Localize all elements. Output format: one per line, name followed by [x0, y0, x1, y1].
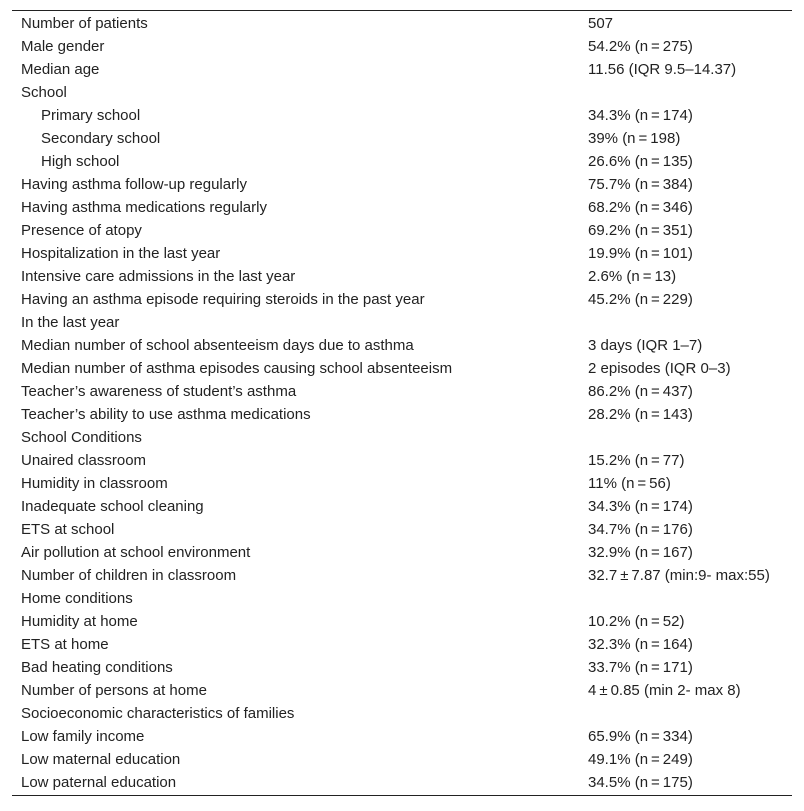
- row-label: Teacher’s ability to use asthma medications: [21, 406, 311, 423]
- row-value: 33.7% (n = 171): [588, 659, 693, 676]
- row-label: Number of children in classroom: [21, 567, 237, 584]
- row-label: ETS at home: [21, 636, 109, 653]
- row-label: High school: [41, 153, 120, 170]
- row-value: 3 days (IQR 1–7): [588, 337, 703, 354]
- table-row: [12, 633, 792, 656]
- row-value: 32.9% (n = 167): [588, 544, 693, 561]
- row-label: Socioeconomic characteristics of families: [21, 705, 295, 722]
- row-label: Number of patients: [21, 15, 148, 32]
- row-value: 39% (n = 198): [588, 130, 681, 147]
- row-value: 32.3% (n = 164): [588, 636, 693, 653]
- table-row: [12, 380, 792, 403]
- row-value: [588, 311, 792, 334]
- characteristics-table-grid: [12, 11, 792, 795]
- table-row: [12, 679, 792, 702]
- row-label: Humidity at home: [21, 613, 138, 630]
- row-value: 34.5% (n = 175): [588, 774, 693, 791]
- row-label: In the last year: [21, 314, 120, 331]
- row-label: School Conditions: [21, 429, 142, 446]
- row-value: 11% (n = 56): [588, 475, 671, 492]
- row-value: 507: [588, 15, 614, 32]
- table-row: [12, 403, 792, 426]
- table-row: [12, 35, 792, 58]
- row-label: Low maternal education: [21, 751, 181, 768]
- row-label: Low paternal education: [21, 774, 177, 791]
- table-row: [12, 288, 792, 311]
- table-row: [12, 449, 792, 472]
- table-row: [12, 518, 792, 541]
- row-value: [588, 702, 792, 725]
- row-value: 75.7% (n = 384): [588, 176, 693, 193]
- table-row: [12, 610, 792, 633]
- row-value: [588, 81, 792, 104]
- row-value: [588, 426, 792, 449]
- row-label: Hospitalization in the last year: [21, 245, 221, 262]
- table-row: [12, 771, 792, 795]
- row-value: [588, 587, 792, 610]
- row-value: 69.2% (n = 351): [588, 222, 693, 239]
- row-label: Humidity in classroom: [21, 475, 168, 492]
- table-row: [12, 81, 792, 104]
- row-value: 68.2% (n = 346): [588, 199, 693, 216]
- row-value: 34.3% (n = 174): [588, 107, 693, 124]
- table-row: [12, 357, 792, 380]
- row-value: 19.9% (n = 101): [588, 245, 693, 262]
- table-row: [12, 265, 792, 288]
- row-value: 2 episodes (IQR 0–3): [588, 360, 731, 377]
- table-row: [12, 725, 792, 748]
- row-label: Median number of school absenteeism days due to asthma: [21, 337, 414, 354]
- row-label: Home conditions: [21, 590, 133, 607]
- table-row: [12, 587, 792, 610]
- row-label: Teacher’s awareness of student’s asthma: [21, 383, 297, 400]
- row-label: Secondary school: [41, 130, 161, 147]
- row-label: Intensive care admissions in the last year: [21, 268, 296, 285]
- table-row: [12, 173, 792, 196]
- table-row: [12, 127, 792, 150]
- row-value: 11.56 (IQR 9.5–14.37): [588, 61, 737, 78]
- row-value: 34.7% (n = 176): [588, 521, 693, 538]
- row-label: School: [21, 84, 67, 101]
- row-label: Having asthma follow-up regularly: [21, 176, 247, 193]
- row-value: 34.3% (n = 174): [588, 498, 693, 515]
- table-row: [12, 58, 792, 81]
- table-row: [12, 656, 792, 679]
- table-row: [12, 472, 792, 495]
- table-row: [12, 11, 792, 35]
- row-value: 2.6% (n = 13): [588, 268, 677, 285]
- row-label: Presence of atopy: [21, 222, 142, 239]
- row-label: Number of persons at home: [21, 682, 207, 699]
- table-row: [12, 748, 792, 771]
- row-value: 45.2% (n = 229): [588, 291, 693, 308]
- row-value: 49.1% (n = 249): [588, 751, 693, 768]
- table-row: [12, 219, 792, 242]
- row-label: Bad heating conditions: [21, 659, 173, 676]
- table-row: [12, 104, 792, 127]
- row-label: Low family income: [21, 728, 145, 745]
- row-value: 28.2% (n = 143): [588, 406, 693, 423]
- row-label: Inadequate school cleaning: [21, 498, 204, 515]
- table-row: [12, 541, 792, 564]
- row-label: Primary school: [41, 107, 141, 124]
- row-value: 10.2% (n = 52): [588, 613, 685, 630]
- row-value: 26.6% (n = 135): [588, 153, 693, 170]
- row-value: 15.2% (n = 77): [588, 452, 685, 469]
- row-label: Unaired classroom: [21, 452, 147, 469]
- table-row: [12, 564, 792, 587]
- row-value: 4 ± 0.85 (min 2- max 8): [588, 682, 741, 699]
- row-value: 32.7 ± 7.87 (min:9- max:55): [588, 567, 770, 584]
- row-label: Median age: [21, 61, 100, 78]
- row-label: Air pollution at school environment: [21, 544, 251, 561]
- table-row: [12, 334, 792, 357]
- row-label: Male gender: [21, 38, 105, 55]
- row-label: Median number of asthma episodes causing school absenteeism: [21, 360, 453, 377]
- row-value: 54.2% (n = 275): [588, 38, 693, 55]
- table-row: [12, 702, 792, 725]
- table-row: [12, 196, 792, 219]
- row-value: 86.2% (n = 437): [588, 383, 693, 400]
- table-row: [12, 150, 792, 173]
- table-row: [12, 495, 792, 518]
- row-value: 65.9% (n = 334): [588, 728, 693, 745]
- row-label: ETS at school: [21, 521, 115, 538]
- table-row: [12, 311, 792, 334]
- row-label: Having asthma medications regularly: [21, 199, 267, 216]
- table-row: [12, 426, 792, 449]
- table-body: [12, 11, 792, 795]
- characteristics-table: [12, 10, 792, 796]
- table-row: [12, 242, 792, 265]
- row-label: Having an asthma episode requiring steroids in the past year: [21, 291, 425, 308]
